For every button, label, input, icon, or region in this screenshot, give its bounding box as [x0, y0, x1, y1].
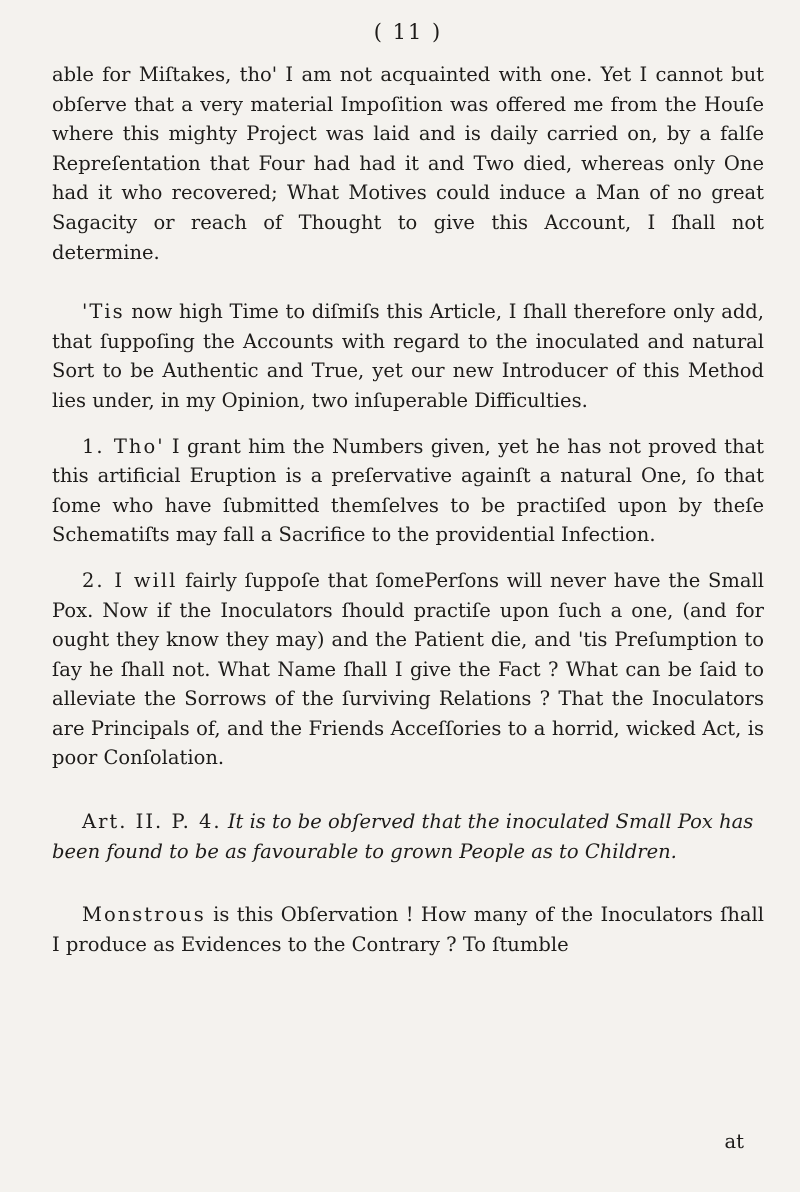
paragraph-3: [52, 432, 764, 550]
paragraph-6-lead: Monstrous: [82, 903, 206, 927]
paragraph-2: [52, 297, 764, 415]
book-page: [52, 0, 764, 1192]
paragraph-6-text: is this Obſervation ! How many of the Inoculators ſhall I produce as Evidences to the Contrary ? To ſtumble: [52, 903, 764, 956]
paragraph-3-text: I grant him the Numbers given, yet he has not proved that this artificial Eruption is a preſervative againſt a natural One, ſo that ſome who have ſubmitted themſelves to be practiſed upon by theſe Schematiſts may fall a Sacrifice to the providential Infection.: [52, 434, 764, 547]
paragraph-4-text: fairly ſuppoſe that ſomePerſons will never have the Small Pox. Now if the Inoculators ſhould practiſe upon ſuch a one, (and for ought they know they may) and the Patient die, and 'tis Preſumption to ſay he ſhall not. What Name ſhall I give the Fact ? What can be ſaid to alleviate the Sorrows of the ſurviving Relations ? That the Inoculators are Principals of, and the Friends Acceſſories to a horrid, wicked Act, is poor Conſolation.: [52, 568, 765, 770]
text-block: [52, 60, 764, 959]
paragraph-4-lead: 2. I will: [82, 568, 178, 592]
paragraph-2-text: now high Time to diſmiſs this Article, I ſhall therefore only add, that ſuppoſing the Accounts with regard to the inoculated and natural Sort to be Authentic and True, yet our new Introducer of this Method lies under, in my Opinion, two inſuperable Difficulties.: [52, 300, 764, 412]
paragraph-1: able for Miſtakes, tho' I am not acquainted with one. Yet I cannot but obſerve that a very material Impoſition was offered me from the Houſe where this mighty Project was laid and is daily carried on, by a falſe Repreſentation that Four had had it and Two died, whereas only One had it who recovered; What Motives could induce a Man of no great Sagacity or reach of Thought to give this Account, I ſhall not determine.: [52, 63, 764, 264]
article-heading: [52, 807, 764, 866]
paragraph-6: [52, 900, 764, 959]
article-title: It is to be obſerved that the inoculated Small Pox has been found to be as favourable to grown People as to Children.: [52, 810, 754, 863]
paragraph-4: [52, 566, 764, 773]
paragraph-2-lead: 'Tis: [82, 300, 125, 324]
catchword: at: [724, 1130, 744, 1153]
article-number: Art. II. P. 4.: [82, 810, 222, 834]
paragraph-3-lead: 1. Tho': [82, 434, 165, 458]
page-number: ( 11 ): [373, 20, 443, 44]
